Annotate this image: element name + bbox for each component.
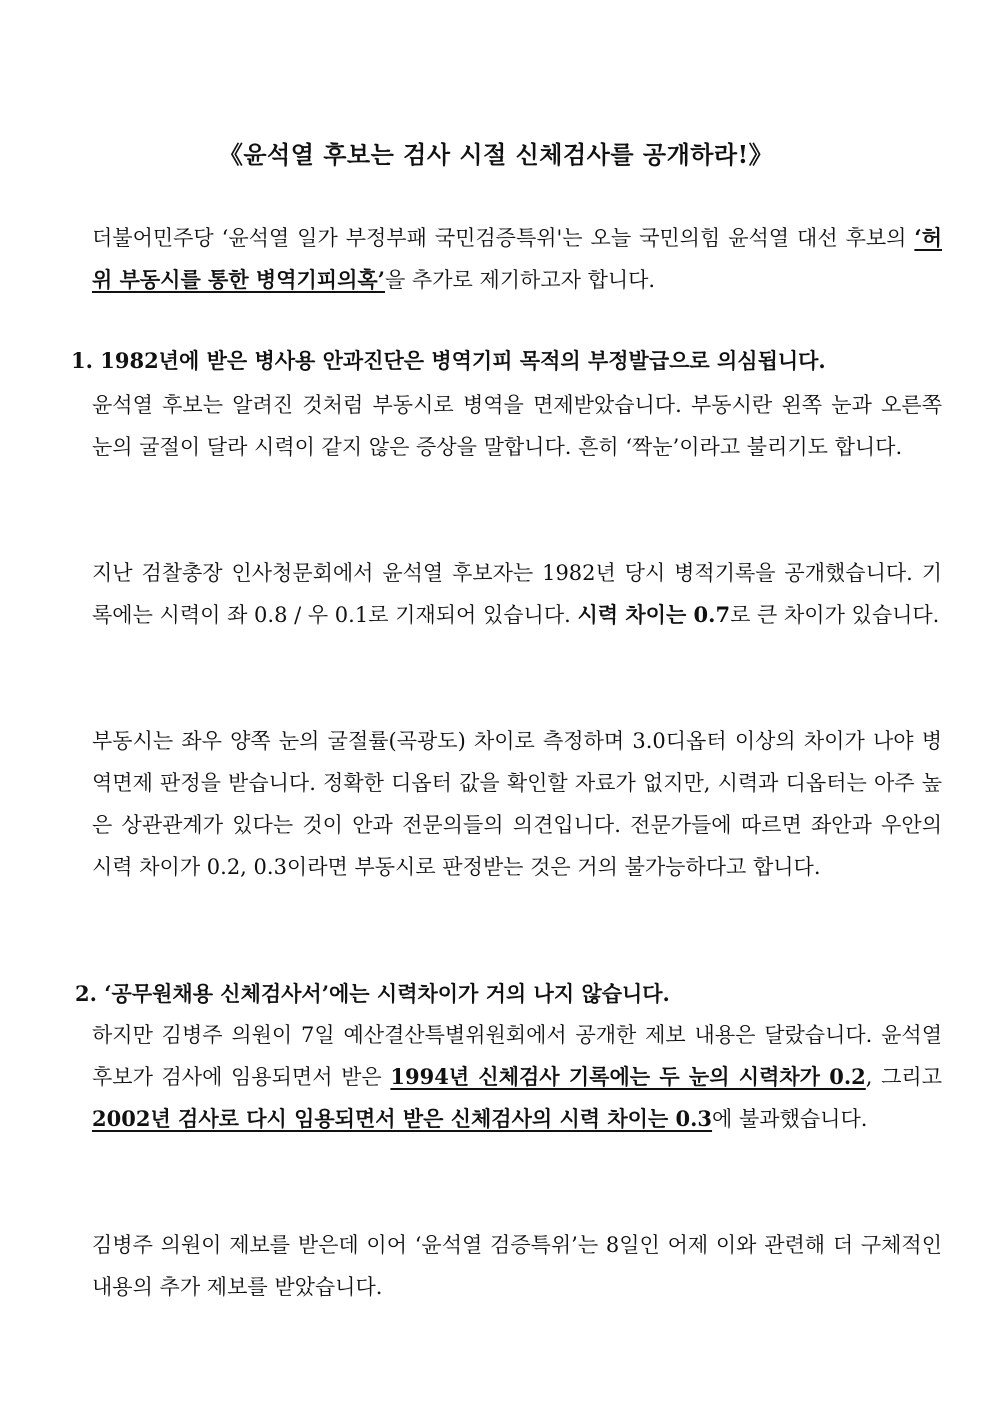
section-1-paragraph-2 bbox=[71, 552, 942, 636]
intro-highlight: ‘허위 부동시를 통한 병역기피의혹’ bbox=[92, 225, 942, 292]
section-1-paragraph-1: 윤석열 후보는 알려진 것처럼 부동시로 병역을 면제받았습니다. 부동시란 왼쪽 눈과 오른쪽 눈의 굴절이 달라 시력이 같지 않은 증상을 말합니다. 흔히 ‘짝눈’이라고 불리기도 합니다. bbox=[92, 393, 942, 459]
section-2-paragraph-1 bbox=[71, 1014, 942, 1140]
section-2-heading: 2. ‘공무원채용 신체검사서’에는 시력차이가 거의 나지 않습니다. bbox=[75, 981, 670, 1006]
paragraph-text: 하지만 김병주 의원이 7일 예산결산특별위원회에서 공개한 제보 내용은 달랐습니다. 윤석열 후보가 검사에 임용되면서 받은 bbox=[92, 1023, 942, 1089]
paragraph-text: 지난 검찰총장 인사청문회에서 윤석열 후보자는 1982년 당시 병적기록을 공개했습니다. 기록에는 시력이 좌 0.8 / 우 0.1로 기재되어 있습니다. bbox=[92, 561, 942, 627]
underlined-text-2002: 2002년 검사로 다시 임용되면서 받은 신체검사의 시력 차이는 0.3 bbox=[92, 1106, 713, 1131]
paragraph-text-mid: , 그리고 bbox=[865, 1065, 942, 1089]
section-1-paragraph-3: 부동시는 좌우 양쪽 눈의 굴절률(곡광도) 차이로 측정하며 3.0디옵터 이상의 차이가 나야 병역면제 판정을 받습니다. 정확한 디옵터 값을 확인할 자료가 없지만, 시력과 디옵터는 아주 높은 상관관계가 있다는 것이 안과 전문의들의 의견입니다. 전문가들에 따르면 좌안과 우안의 시력 차이가 0.2, 0.3이라면 부동시로 판정받는 것은 거의 불가능하다고 합니다. bbox=[92, 729, 942, 879]
paragraph-text-end: 에 불과했습니다. bbox=[712, 1107, 868, 1131]
document-title: 《윤석열 후보는 검사 시절 신체검사를 공개하라!》 bbox=[218, 140, 774, 169]
intro-paragraph bbox=[71, 217, 942, 301]
section-1-heading: 1. 1982년에 받은 병사용 안과진단은 병역기피 목적의 부정발급으로 의심됩니다. bbox=[71, 348, 826, 373]
section-2-paragraph-2: 김병주 의원이 제보를 받은데 이어 ‘윤석열 검증특위’는 8일인 어제 이와 관련해 더 구체적인 내용의 추가 제보를 받았습니다. bbox=[92, 1233, 942, 1299]
paragraph-bold-text: 시력 차이는 0.7 bbox=[577, 602, 731, 627]
intro-text: 더불어민주당 ‘윤석열 일가 부정부패 국민검증특위'는 오늘 국민의힘 윤석열 대선 후보의 bbox=[92, 226, 915, 250]
intro-text-end: 을 추가로 제기하고자 합니다. bbox=[384, 268, 656, 292]
paragraph-text-end: 로 큰 차이가 있습니다. bbox=[730, 603, 940, 627]
underlined-text-1994: 1994년 신체검사 기록에는 두 눈의 시력차가 0.2 bbox=[390, 1064, 866, 1089]
